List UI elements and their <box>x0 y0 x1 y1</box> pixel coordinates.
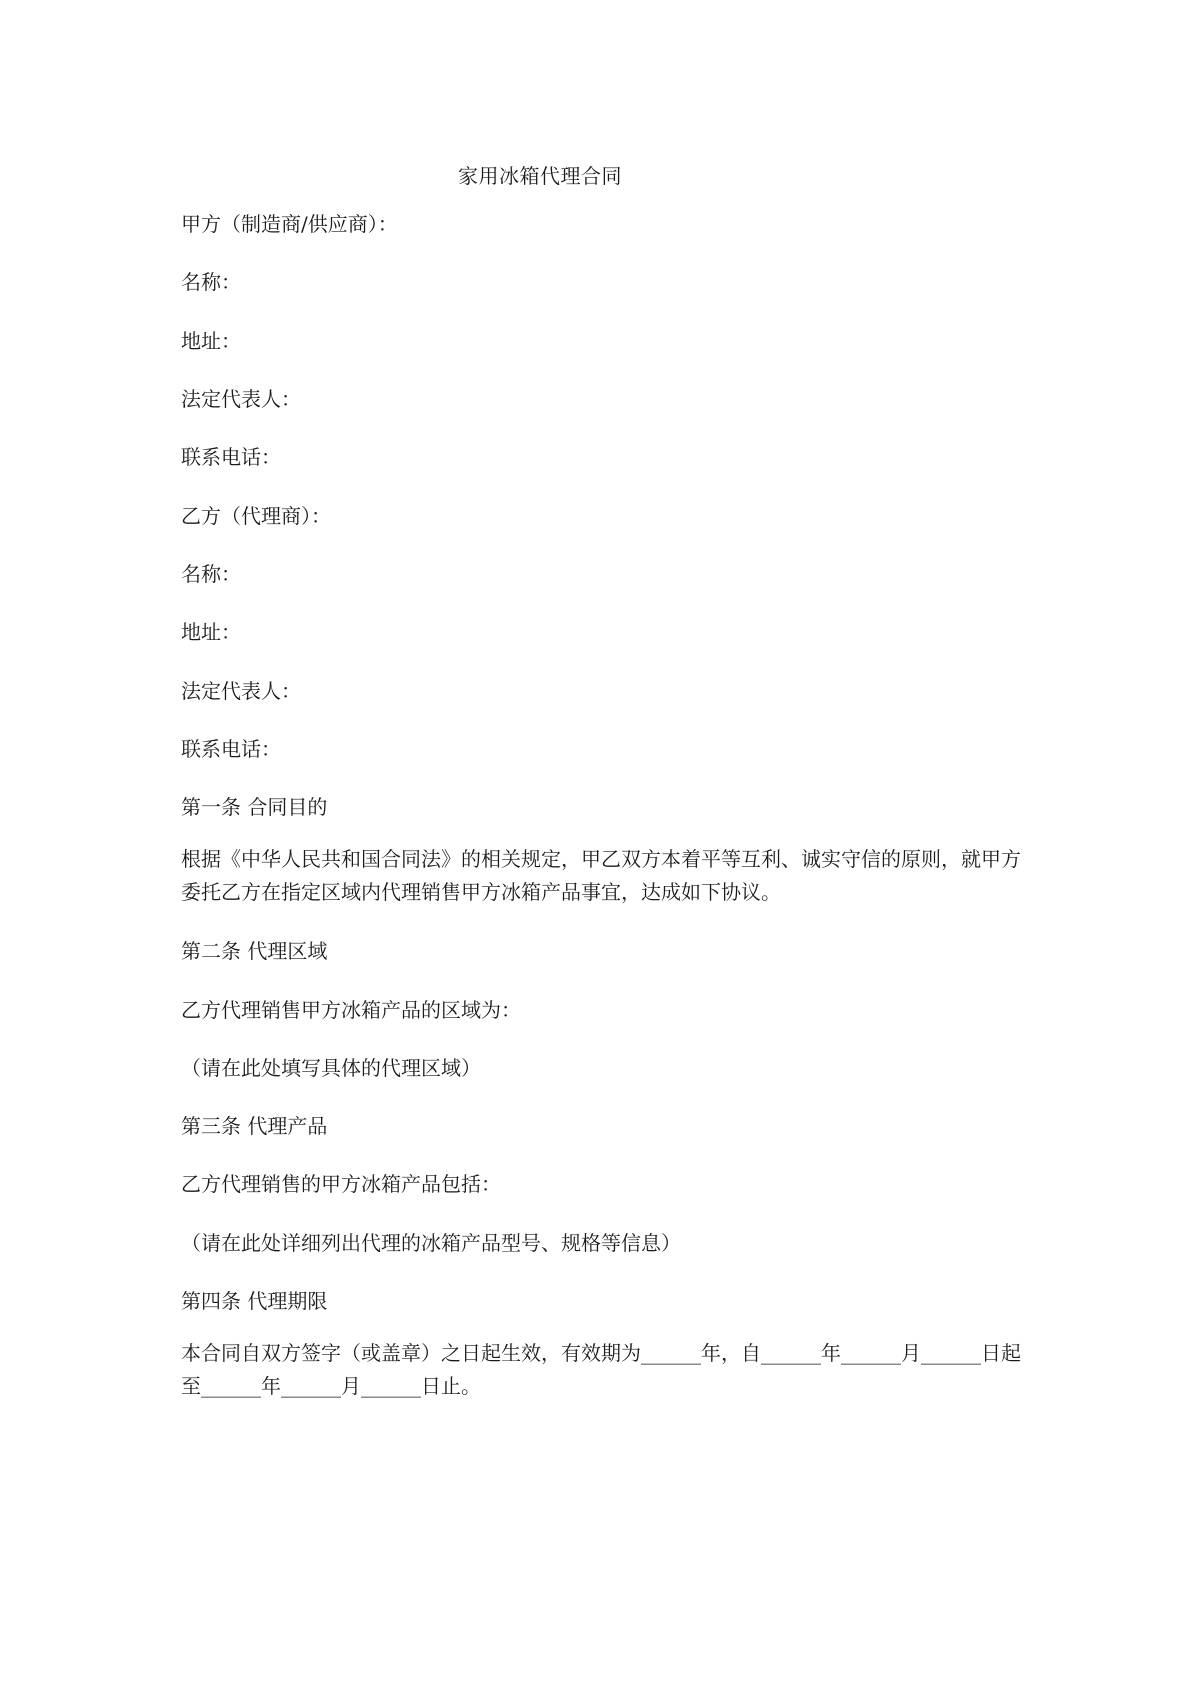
article-4-body: 本合同自双方签字（或盖章）之日起生效，有效期为______年，自______年______月______日起至______年______月______日止。 <box>181 1341 1021 1398</box>
party-a-name-label: 名称： <box>181 270 241 294</box>
article-2-heading: 第二条 代理区域 <box>181 939 328 963</box>
party-b-phone-label: 联系电话： <box>181 737 281 761</box>
party-a-phone-label: 联系电话： <box>181 445 281 469</box>
party-b-address-label: 地址： <box>181 620 241 644</box>
article-4-heading: 第四条 代理期限 <box>181 1289 328 1313</box>
article-1-heading: 第一条 合同目的 <box>181 795 328 819</box>
article-2-placeholder: （请在此处填写具体的代理区域） <box>181 1056 481 1080</box>
party-b-heading: 乙方（代理商）： <box>181 504 331 528</box>
party-a-heading: 甲方（制造商/供应商）： <box>181 212 398 236</box>
party-a-address-label: 地址： <box>181 329 241 353</box>
article-3-heading: 第三条 代理产品 <box>181 1114 328 1138</box>
article-3-body: 乙方代理销售的甲方冰箱产品包括： <box>181 1172 501 1196</box>
article-2-body: 乙方代理销售甲方冰箱产品的区域为： <box>181 998 521 1022</box>
article-3-placeholder: （请在此处详细列出代理的冰箱产品型号、规格等信息） <box>181 1231 681 1255</box>
party-b-legal-rep-label: 法定代表人： <box>181 679 301 703</box>
document-title: 家用冰箱代理合同 <box>458 164 622 188</box>
party-b-name-label: 名称： <box>181 562 241 586</box>
party-a-legal-rep-label: 法定代表人： <box>181 387 301 411</box>
article-1-body: 根据《中华人民共和国合同法》的相关规定，甲乙双方本着平等互利、诚实守信的原则，就甲方委托乙方在指定区域内代理销售甲方冰箱产品事宜，达成如下协议。 <box>181 847 1021 904</box>
